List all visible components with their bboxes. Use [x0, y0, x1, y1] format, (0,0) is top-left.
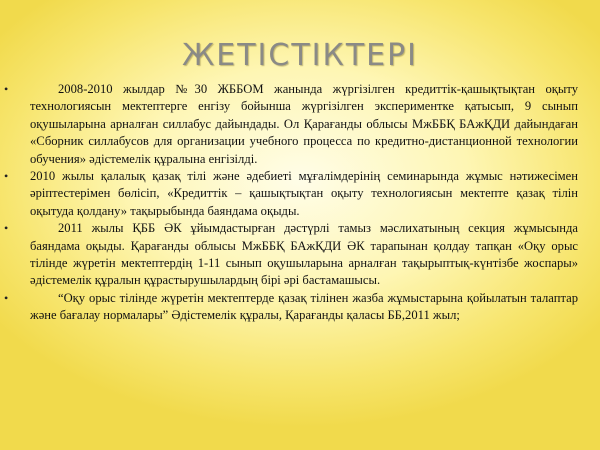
slide-title: ЖЕТІСТІКТЕРІ: [181, 38, 419, 73]
list-item: [4, 81, 578, 168]
list-item: [4, 290, 578, 325]
bullet-icon: •: [4, 221, 9, 236]
list-item-text: 2011 жылы ҚББ ӘК ұйымдастырған дәстүрлі тамыз мәслихатының секция жұмысында баяндама оқыды. Қарағанды облысы МжББҚ БАжҚДИ ӘК тарапынан қолдау тапқан «Оқу орыс тілінде жүретін мектептердің 1-11 сынып оқушыларына арналған тақырыптық-күнтізбе жоспары» әдістемелік құралын құрастырушылардың бірі әрі бастамашысы.: [30, 221, 578, 288]
bullet-icon: •: [4, 169, 9, 184]
bullet-icon: •: [4, 290, 9, 305]
bullet-list: [4, 81, 578, 325]
list-item: [4, 168, 578, 220]
list-item-text: “Оқу орыс тілінде жүретін мектептерде қазақ тілінен жазба жұмыстарына қойылатын талаптар және бағалау нормалары” Әдістемелік құралы, Қарағанды қаласы ББ,2011 жыл;: [30, 290, 578, 323]
bullet-icon: •: [4, 82, 9, 96]
list-item: [4, 220, 578, 290]
list-item-text: 2008-2010 жылдар №30 ЖББОМ жанында жүргізілген кредиттік-қашықтықтан оқыту технологиясын мектептерге енгізу бойынша жүргізілген экспериментке қатысып, 9 сынып оқушыларына арналған силлабус дайындады. Ол Қарағанды облысы МжББҚ БАжҚДИ дайындаған «Сборник силлабусов для организации учебного процесса по кредитно-дистанционной технологии обучения» әдістемелік құралына енгізілді.: [30, 82, 578, 166]
list-item-text: 2010 жылы қалалық қазақ тілі және әдебиеті мұғалімдерінің семинарында жұмыс нәтижесімен әріптестерімен бөлісіп, «Кредиттік – қашықтықтан оқыту технологиясын мектепте қазақ тілін оқытуда қолдану» тақырыбында баяндама оқыды.: [30, 169, 578, 218]
